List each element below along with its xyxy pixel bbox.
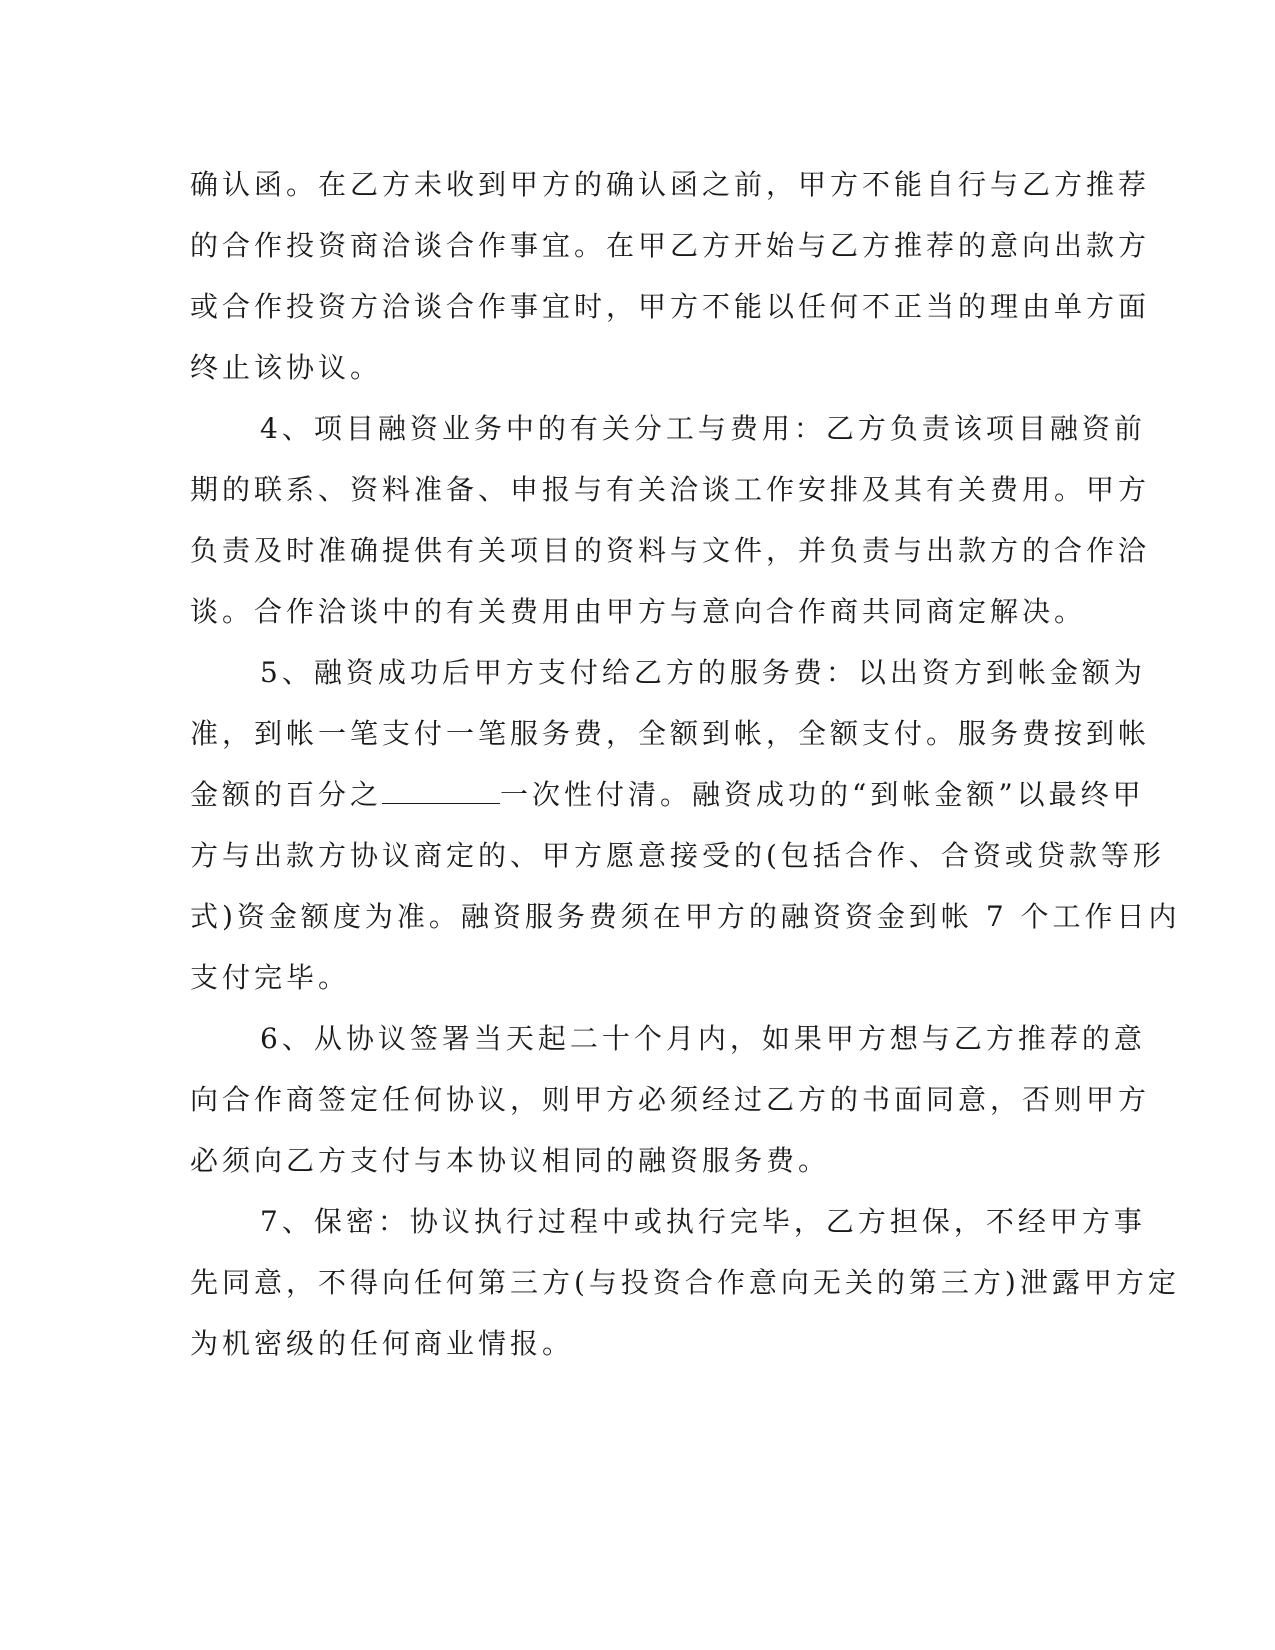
text-segment: 金额的百分之 — [190, 778, 383, 811]
text-line: 必须向乙方支付与本协议相同的融资服务费。 — [190, 1144, 831, 1177]
fill-in-blank — [382, 779, 500, 804]
text-line: 方与出款方协议商定的、甲方愿意接受的(包括合作、合资或贷款等形 — [190, 839, 1165, 872]
text-line: 期的联系、资料准备、申报与有关洽谈工作安排及其有关费用。甲方 — [190, 473, 1151, 506]
text-segment: 一次性付清。融资成功的“到帐金额”以最终甲 — [500, 778, 1145, 811]
text-line: 向合作商签定任何协议，则甲方必须经过乙方的书面同意，否则甲方 — [190, 1083, 1151, 1116]
text-line: 负责及时准确提供有关项目的资料与文件，并负责与出款方的合作洽 — [190, 534, 1151, 567]
clause-4-first-line: 4、项目融资业务中的有关分工与费用：乙方负责该项目融资前 — [260, 412, 1146, 445]
text-line: 或合作投资方洽谈合作事宜时，甲方不能以任何不正当的理由单方面 — [190, 290, 1151, 323]
clause-7-first-line: 7、保密：协议执行过程中或执行完毕，乙方担保，不经甲方事 — [260, 1205, 1146, 1238]
text-line: 的合作投资商洽谈合作事宜。在甲乙方开始与乙方推荐的意向出款方 — [190, 229, 1151, 262]
text-line: 为机密级的任何商业情报。 — [190, 1327, 575, 1360]
document-body — [190, 154, 1181, 1374]
text-line: 谈。合作洽谈中的有关费用由甲方与意向合作商共同商定解决。 — [190, 595, 1087, 628]
text-line: 确认函。在乙方未收到甲方的确认函之前，甲方不能自行与乙方推荐 — [190, 168, 1151, 201]
text-line: 终止该协议。 — [190, 351, 383, 384]
text-line: 准，到帐一笔支付一笔服务费，全额到帐，全额支付。服务费按到帐 — [190, 717, 1151, 750]
text-line: 先同意，不得向任何第三方(与投资合作意向无关的第三方)泄露甲方定 — [190, 1266, 1180, 1299]
clause-5-first-line: 5、融资成功后甲方支付给乙方的服务费：以出资方到帐金额为 — [260, 656, 1146, 689]
text-line: 式)资金额度为准。融资服务费须在甲方的融资资金到帐 7 个工作日内 — [190, 900, 1181, 933]
text-line-with-blank — [190, 764, 1145, 825]
clause-6-first-line: 6、从协议签署当天起二十个月内，如果甲方想与乙方推荐的意 — [260, 1022, 1146, 1055]
text-line: 支付完毕。 — [190, 961, 351, 994]
